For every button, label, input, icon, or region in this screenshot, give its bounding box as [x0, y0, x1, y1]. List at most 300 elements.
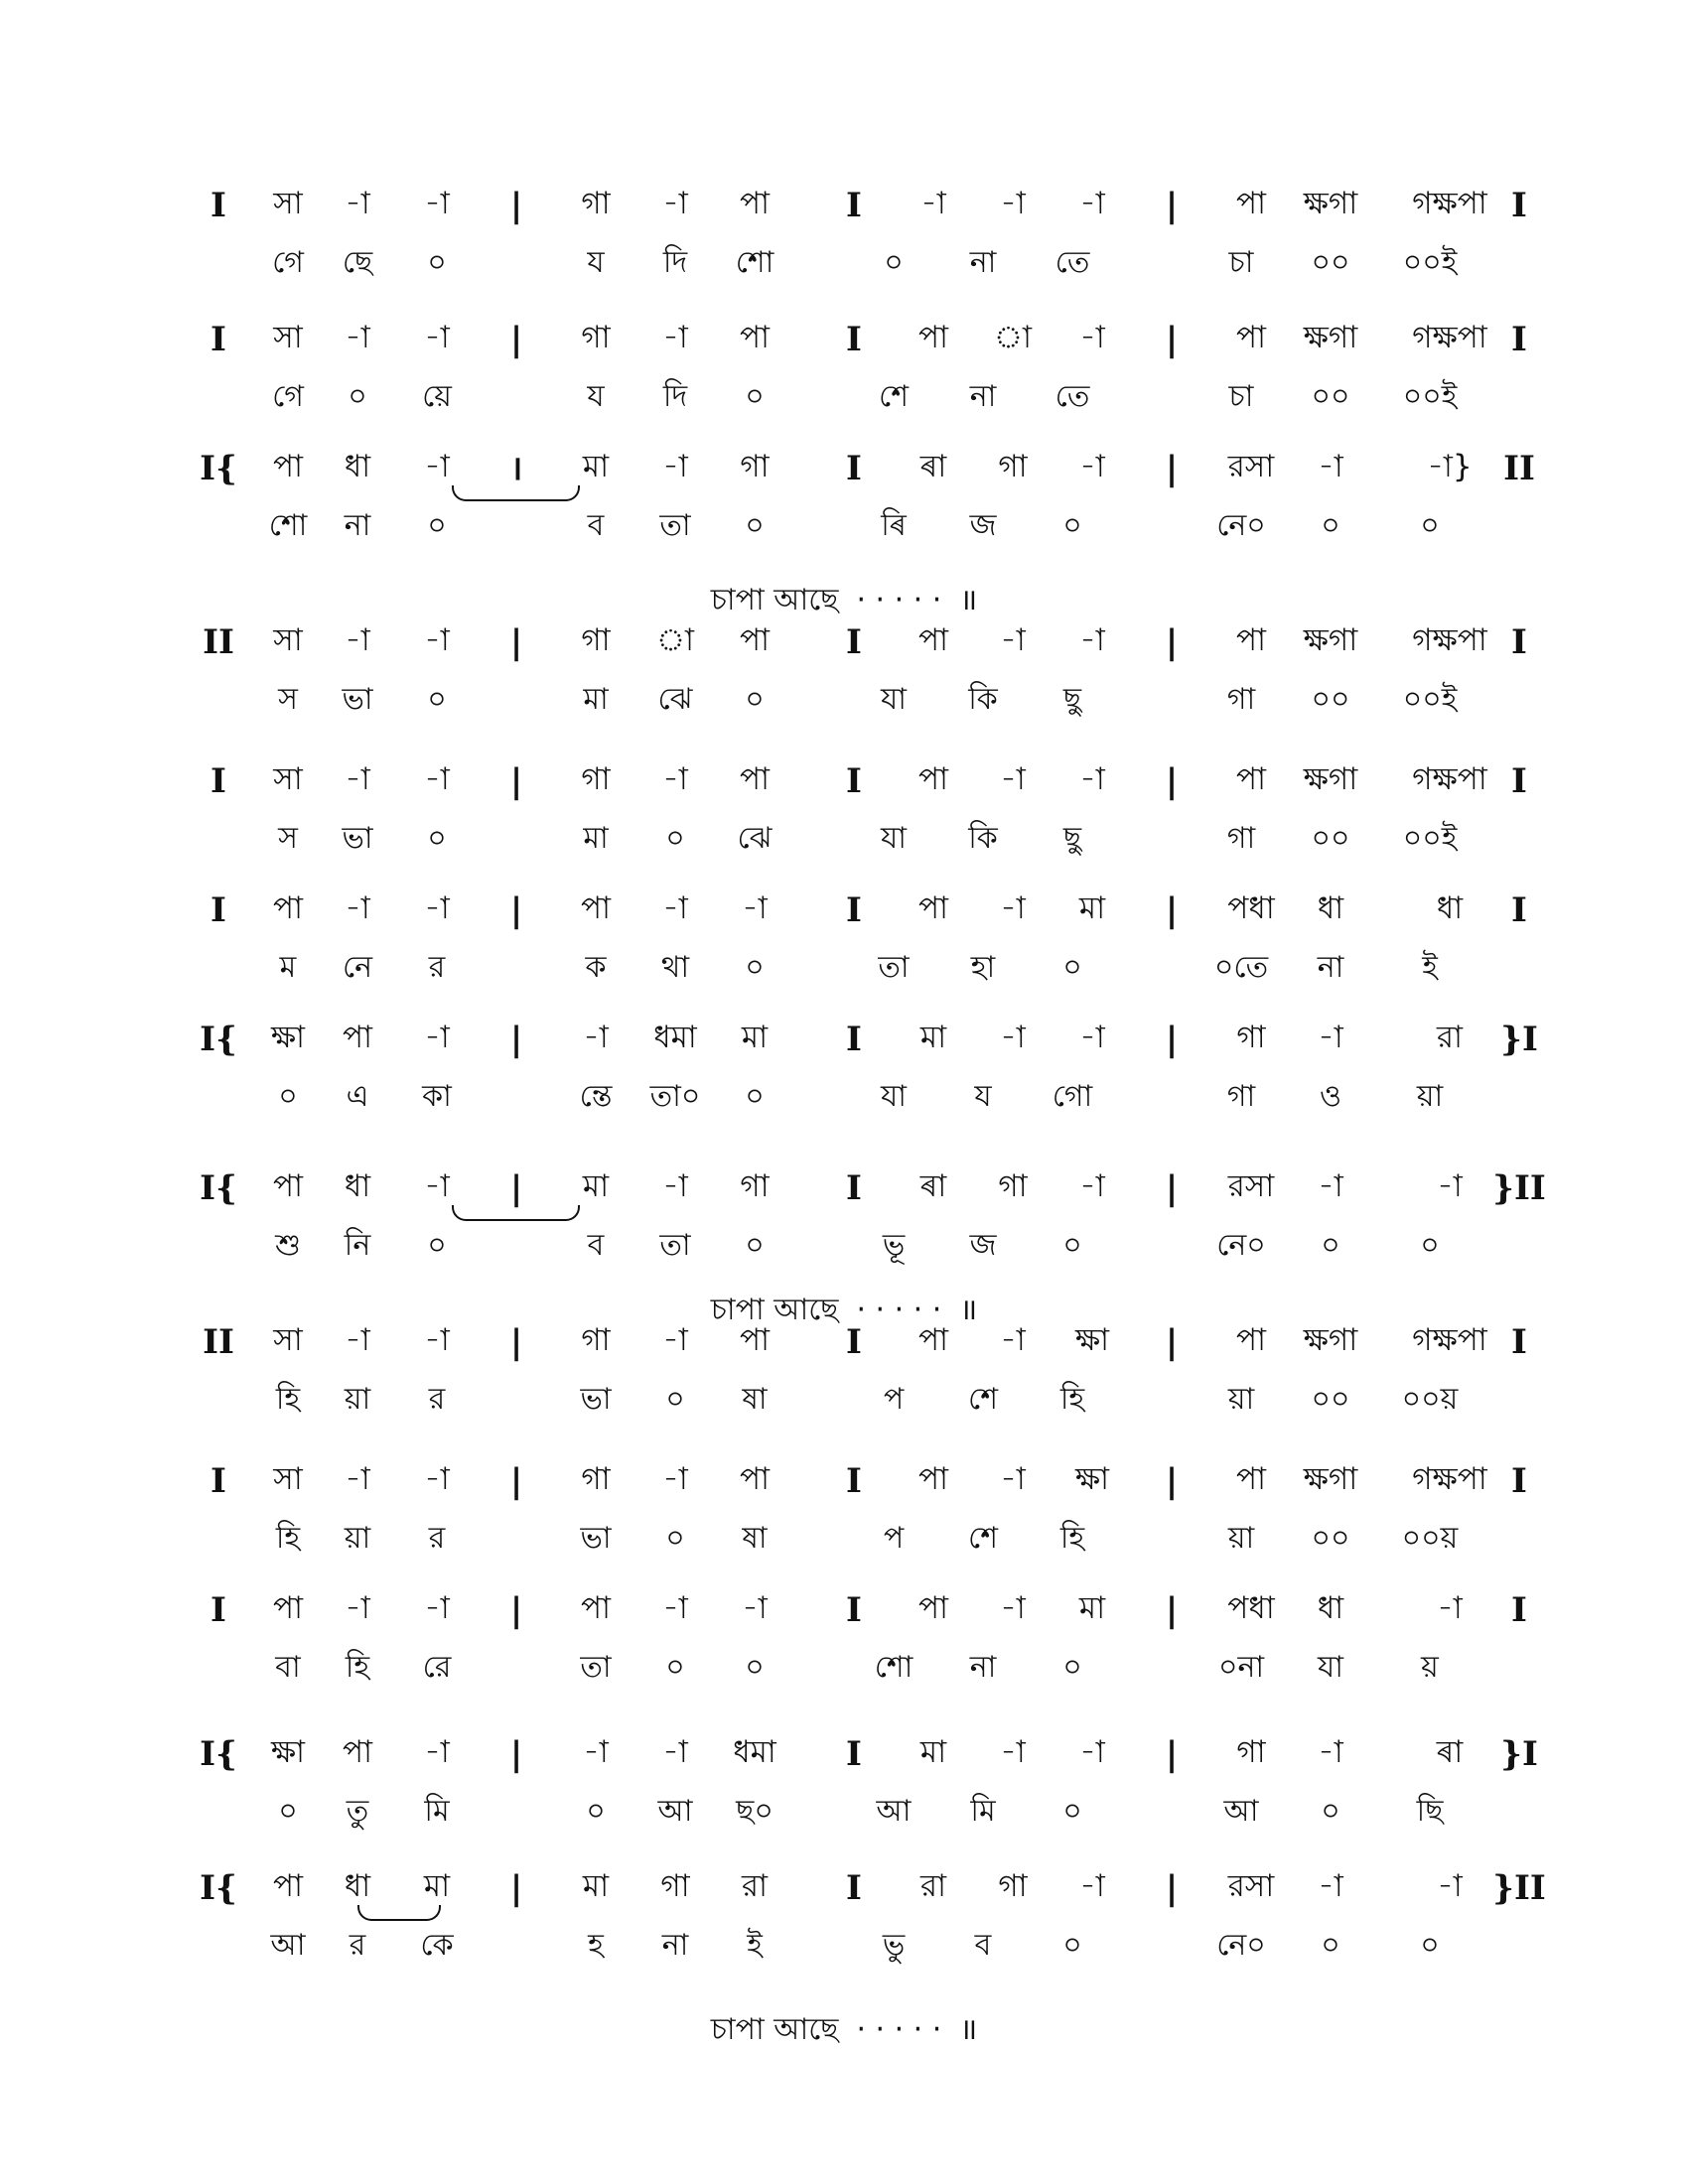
- note-token: মা: [741, 1020, 769, 1055]
- lyric-syllable: ০না: [1217, 1650, 1265, 1685]
- note-token: পা: [917, 320, 949, 355]
- note-token: গা: [998, 449, 1028, 484]
- note-token: -া: [742, 890, 768, 926]
- lyric-syllable: হি: [1059, 1521, 1085, 1556]
- note-token: ধা: [344, 1168, 371, 1204]
- lyric-syllable: ৰি: [881, 508, 907, 543]
- lyric-syllable: কি: [968, 682, 998, 717]
- lyric-syllable: কা: [422, 1079, 452, 1114]
- lyric-syllable: ০: [1321, 508, 1340, 543]
- lyric-syllable: হি: [275, 1382, 301, 1417]
- slur-mark: [357, 1905, 441, 1921]
- note-token: গা: [581, 320, 611, 355]
- lyric-syllable: ০: [1420, 1928, 1440, 1963]
- lyric-syllable: ০: [1062, 1928, 1082, 1963]
- bar-line: I: [846, 1322, 862, 1362]
- bar-line: I: [846, 761, 862, 801]
- lyric-syllable: হি: [345, 1650, 370, 1685]
- lyric-syllable: ভু: [882, 1928, 906, 1963]
- note-token: -া: [1079, 1868, 1105, 1904]
- lyric-syllable: যা: [881, 1079, 907, 1114]
- note-token: -া: [345, 622, 370, 658]
- note-token: -া: [1000, 1590, 1026, 1626]
- lyric-syllable: র: [428, 1382, 446, 1417]
- note-token: -া: [345, 1322, 370, 1358]
- bar-line: |: [1165, 1168, 1179, 1208]
- lyric-syllable: ব: [587, 1228, 605, 1263]
- refrain-text: চাপা আছে: [710, 1293, 839, 1327]
- lyric-syllable: ০: [427, 682, 447, 717]
- lyric-syllable: আ: [270, 1928, 306, 1963]
- bar-line: I: [211, 186, 226, 225]
- bar-line: }II: [1492, 1868, 1546, 1908]
- note-token: মা: [582, 1168, 610, 1204]
- lyric-syllable: য: [587, 245, 605, 280]
- lyric-syllable: ০: [427, 508, 447, 543]
- note-token: ক্ষগা: [1303, 622, 1358, 658]
- note-token: ৰা: [1436, 1734, 1464, 1770]
- lyric-syllable: যা: [1318, 1650, 1343, 1685]
- note-token: -া: [1318, 1168, 1343, 1204]
- note-token: পা: [580, 890, 612, 926]
- bar-line: |: [1165, 1020, 1179, 1059]
- note-token: -া: [424, 1590, 450, 1626]
- note-token: পা: [739, 1322, 771, 1358]
- lyric-syllable: ই: [1422, 950, 1438, 985]
- bar-line: II: [1503, 449, 1535, 488]
- lyric-syllable: ০: [586, 1794, 606, 1829]
- lyric-syllable: গে: [272, 245, 304, 280]
- note-token: গা: [660, 1868, 690, 1904]
- note-token: -া: [345, 186, 370, 221]
- note-token: গক্ষপা: [1412, 761, 1487, 797]
- lyric-syllable: ০: [427, 821, 447, 856]
- note-token: -া: [424, 1734, 450, 1770]
- lyric-syllable: মা: [583, 682, 609, 717]
- lyric-syllable: নে০: [1216, 508, 1266, 543]
- lyric-syllable: ০: [665, 1650, 685, 1685]
- note-token: ধা: [1317, 890, 1344, 926]
- note-token: -া: [662, 1322, 688, 1358]
- lyric-syllable: র: [428, 1521, 446, 1556]
- note-token: গা: [740, 449, 770, 484]
- note-token: -া: [1000, 186, 1026, 221]
- bar-line: I: [846, 320, 862, 359]
- lyric-syllable: না: [969, 245, 997, 280]
- note-token: -া: [1318, 449, 1343, 484]
- note-token: গক্ষপা: [1412, 1322, 1487, 1358]
- lyric-syllable: যা: [881, 821, 907, 856]
- lyric-syllable: শে: [968, 1382, 998, 1417]
- lyric-syllable: না: [1317, 950, 1344, 985]
- note-token: -া: [662, 186, 688, 221]
- lyric-syllable: ব: [974, 1928, 992, 1963]
- lyric-syllable: য়া: [344, 1382, 371, 1417]
- note-token: া: [655, 622, 695, 658]
- lyric-syllable: ০: [1321, 1794, 1340, 1829]
- lyric-syllable: মা: [583, 821, 609, 856]
- note-token: গা: [581, 186, 611, 221]
- note-token: -া: [662, 1168, 688, 1204]
- note-token: ধা: [344, 1868, 371, 1904]
- lyric-syllable: নি: [344, 1228, 371, 1263]
- lyric-syllable: তে: [1055, 245, 1090, 280]
- lyric-syllable: ঝে: [657, 682, 693, 717]
- note-token: পা: [1235, 1322, 1267, 1358]
- lyric-syllable: চা: [1228, 379, 1254, 414]
- lyric-syllable: য়া: [1416, 1079, 1444, 1114]
- note-token: -া: [662, 761, 688, 797]
- refrain-line: [711, 2005, 978, 2056]
- note-token: -া: [424, 761, 450, 797]
- lyric-syllable: ০০য়: [1401, 1382, 1459, 1417]
- note-token: -া: [1079, 320, 1105, 355]
- lyric-syllable: নে: [342, 950, 373, 985]
- note-token: পধা: [1227, 1590, 1275, 1626]
- note-token: পা: [917, 1590, 949, 1626]
- note-token: রা: [1436, 1020, 1464, 1055]
- lyric-syllable: দি: [662, 245, 688, 280]
- note-token: মা: [582, 1868, 610, 1904]
- lyric-syllable: ০তে: [1213, 950, 1269, 985]
- lyric-syllable: য়া: [1227, 1382, 1255, 1417]
- lyric-syllable: ০০ই: [1402, 379, 1458, 414]
- note-token: -া: [583, 1734, 609, 1770]
- bar-line: |: [509, 1322, 523, 1362]
- bar-line: |: [1165, 1734, 1179, 1774]
- lyric-syllable: ০: [348, 379, 367, 414]
- note-token: ক্ষগা: [1303, 320, 1358, 355]
- note-token: ক্ষা: [1074, 1322, 1110, 1358]
- lyric-syllable: ০০: [1311, 245, 1350, 280]
- bar-line: |: [509, 1590, 523, 1630]
- bar-line: }I: [1500, 1734, 1538, 1774]
- lyric-syllable: নে০: [1216, 1228, 1266, 1263]
- lyric-syllable: ০: [745, 379, 765, 414]
- lyric-syllable: ভা: [580, 1521, 612, 1556]
- lyric-syllable: ছে: [342, 245, 373, 280]
- note-token: পা: [739, 186, 771, 221]
- note-token: সা: [273, 186, 303, 221]
- note-token: গা: [581, 1322, 611, 1358]
- lyric-syllable: না: [969, 379, 997, 414]
- note-token: -া: [662, 890, 688, 926]
- lyric-syllable: ০: [427, 1228, 447, 1263]
- note-token: পা: [917, 622, 949, 658]
- lyric-syllable: স: [278, 821, 298, 856]
- lyric-syllable: ষা: [742, 1521, 768, 1556]
- note-token: গক্ষপা: [1412, 320, 1487, 355]
- lyric-syllable: গে: [272, 379, 304, 414]
- note-token: -া: [345, 320, 370, 355]
- lyric-syllable: জ: [969, 508, 997, 543]
- bar-line: |: [1165, 890, 1179, 930]
- note-token: পা: [739, 622, 771, 658]
- bar-line: |: [509, 1461, 523, 1501]
- lyric-syllable: আ: [1223, 1794, 1259, 1829]
- lyric-syllable: য়: [1421, 1650, 1439, 1685]
- note-token: -া: [424, 622, 450, 658]
- lyric-syllable: ০: [1062, 1228, 1082, 1263]
- lyric-syllable: ০০ই: [1402, 245, 1458, 280]
- note-token: -া: [1079, 449, 1105, 484]
- note-token: -া: [1000, 890, 1026, 926]
- lyric-syllable: ০: [278, 1079, 298, 1114]
- lyric-syllable: প: [883, 1382, 905, 1417]
- bar-line: II: [203, 1322, 234, 1362]
- lyric-syllable: স: [278, 682, 298, 717]
- bar-line: I: [211, 761, 226, 801]
- note-token: ধা: [1317, 1590, 1344, 1626]
- lyric-syllable: তু: [346, 1794, 369, 1829]
- lyric-syllable: ০: [1062, 508, 1082, 543]
- lyric-syllable: য়া: [344, 1521, 371, 1556]
- refrain-text: চাপা আছে: [710, 583, 839, 617]
- lyric-syllable: হা: [970, 950, 996, 985]
- note-token: পা: [739, 320, 771, 355]
- note-token: -া: [1000, 1734, 1026, 1770]
- note-token: -া: [1079, 1734, 1105, 1770]
- lyric-syllable: ম: [279, 950, 297, 985]
- bar-line: I{: [200, 1020, 237, 1059]
- note-token: মা: [919, 1020, 947, 1055]
- lyric-syllable: ০: [1062, 1650, 1082, 1685]
- lyric-syllable: গো: [1052, 1079, 1093, 1114]
- note-token: পা: [739, 761, 771, 797]
- lyric-syllable: গা: [1226, 821, 1256, 856]
- note-token: পা: [342, 1734, 373, 1770]
- note-token: -া: [345, 1461, 370, 1497]
- note-token: গক্ষপা: [1412, 622, 1487, 658]
- lyric-syllable: ০: [427, 245, 447, 280]
- lyric-syllable: থা: [660, 950, 690, 985]
- note-token: -া: [424, 890, 450, 926]
- bar-line: I: [1511, 186, 1527, 225]
- note-token: গা: [1236, 1020, 1266, 1055]
- refrain-text: চাপা আছে: [710, 2012, 839, 2047]
- note-token: -া: [1318, 1734, 1343, 1770]
- note-token: ক্ষা: [270, 1734, 306, 1770]
- note-token: -া: [1318, 1020, 1343, 1055]
- lyric-syllable: ০: [745, 1228, 765, 1263]
- note-token: -া: [1000, 1020, 1026, 1055]
- bar-line: |: [509, 761, 523, 801]
- note-token: -া: [1000, 1461, 1026, 1497]
- lyric-syllable: শে: [968, 1521, 998, 1556]
- lyric-syllable: ষা: [742, 1382, 768, 1417]
- note-token: -া: [662, 449, 688, 484]
- lyric-syllable: ব: [587, 508, 605, 543]
- lyric-syllable: ০: [1321, 1228, 1340, 1263]
- note-token: -া: [742, 1590, 768, 1626]
- lyric-syllable: শো: [874, 1650, 914, 1685]
- note-token: -া: [424, 186, 450, 221]
- note-token: রসা: [1227, 1168, 1275, 1204]
- bar-line: I: [846, 1590, 862, 1630]
- note-token: গা: [740, 1168, 770, 1204]
- note-token: পা: [739, 1461, 771, 1497]
- note-token: -া: [1318, 1868, 1343, 1904]
- note-token: -া: [345, 761, 370, 797]
- lyric-syllable: এ: [346, 1079, 369, 1114]
- lyric-syllable: শো: [735, 245, 774, 280]
- bar-line: |: [1165, 1590, 1179, 1630]
- note-token: -া: [662, 320, 688, 355]
- note-token: -া: [1079, 186, 1105, 221]
- note-token: ৰা: [919, 1168, 947, 1204]
- note-token: পা: [917, 761, 949, 797]
- lyric-syllable: না: [969, 1650, 997, 1685]
- lyric-syllable: ০: [1062, 950, 1082, 985]
- bar-line: I: [211, 1461, 226, 1501]
- note-token: সা: [273, 622, 303, 658]
- lyric-syllable: রে: [422, 1650, 452, 1685]
- lyric-syllable: ভূ: [882, 1228, 906, 1263]
- bar-line: I: [846, 186, 862, 225]
- note-token: -া: [424, 1168, 450, 1204]
- bar-line: I{: [200, 1868, 237, 1908]
- lyric-syllable: হি: [1059, 1382, 1085, 1417]
- note-token: সা: [273, 320, 303, 355]
- lyric-syllable: ভা: [342, 821, 373, 856]
- bar-line: I{: [200, 449, 237, 488]
- bar-line: |: [1165, 761, 1179, 801]
- lyric-syllable: ও: [1319, 1079, 1342, 1114]
- note-token: পা: [1235, 1461, 1267, 1497]
- note-token: -া: [1079, 761, 1105, 797]
- bar-line: I: [1511, 1590, 1527, 1630]
- note-token: গক্ষপা: [1412, 186, 1487, 221]
- bar-line: I: [846, 1461, 862, 1501]
- bar-line: |: [509, 1868, 523, 1908]
- note-token: পা: [272, 449, 304, 484]
- note-token: রা: [741, 1868, 769, 1904]
- lyric-syllable: ০: [278, 1794, 298, 1829]
- lyric-syllable: দি: [662, 379, 688, 414]
- lyric-syllable: ক: [585, 950, 607, 985]
- bar-line: |: [1165, 186, 1179, 225]
- note-token: গক্ষপা: [1412, 1461, 1487, 1497]
- note-token: পা: [1235, 622, 1267, 658]
- note-token: -া: [662, 1461, 688, 1497]
- lyric-syllable: য: [974, 1079, 992, 1114]
- note-token: পা: [272, 1168, 304, 1204]
- bar-line: I{: [200, 1168, 237, 1208]
- lyric-syllable: ছু: [1062, 821, 1082, 856]
- note-token: গা: [998, 1168, 1028, 1204]
- note-token: গা: [1236, 1734, 1266, 1770]
- note-token: রসা: [1227, 1868, 1275, 1904]
- lyric-syllable: হি: [275, 1521, 301, 1556]
- lyric-syllable: ০: [1062, 1794, 1082, 1829]
- note-token: ধমা: [733, 1734, 776, 1770]
- note-token: পা: [272, 890, 304, 926]
- note-token: -া: [424, 1322, 450, 1358]
- bar-line: |: [509, 1168, 523, 1208]
- bar-line: II: [203, 622, 234, 662]
- note-token: -া: [1437, 1868, 1463, 1904]
- lyric-syllable: নে০: [1216, 1928, 1266, 1963]
- bar-line: |: [1165, 1868, 1179, 1908]
- refrain-line: [711, 576, 978, 626]
- lyric-syllable: গা: [1226, 1079, 1256, 1114]
- note-token: -া: [1000, 761, 1026, 797]
- lyric-syllable: ০০: [1311, 1382, 1350, 1417]
- lyric-syllable: ভা: [580, 1382, 612, 1417]
- lyric-syllable: মি: [424, 1794, 450, 1829]
- note-token: ধা: [344, 449, 371, 484]
- lyric-syllable: তা: [659, 1228, 691, 1263]
- bar-line: I: [846, 1734, 862, 1774]
- note-token: ক্ষা: [270, 1020, 306, 1055]
- lyric-syllable: মি: [970, 1794, 996, 1829]
- note-token: -া: [424, 1461, 450, 1497]
- lyric-syllable: ০: [745, 682, 765, 717]
- slur-mark: [452, 1205, 580, 1221]
- lyric-syllable: ছি: [1416, 1794, 1444, 1829]
- lyric-syllable: ০০: [1311, 1521, 1350, 1556]
- note-token: ধমা: [653, 1020, 697, 1055]
- lyric-syllable: গা: [1226, 682, 1256, 717]
- bar-line: I: [1511, 761, 1527, 801]
- note-token: ৰা: [919, 449, 947, 484]
- lyric-syllable: কি: [968, 821, 998, 856]
- slur-mark: [452, 485, 580, 501]
- note-token: -া: [920, 186, 946, 221]
- bar-line: I: [846, 1020, 862, 1059]
- lyric-syllable: ই: [747, 1928, 763, 1963]
- lyric-syllable: তা০: [649, 1079, 701, 1114]
- bar-line: }I: [1500, 1020, 1538, 1059]
- lyric-syllable: ০০য়: [1401, 1521, 1459, 1556]
- note-token: পা: [1235, 320, 1267, 355]
- bar-line: I: [846, 890, 862, 930]
- bar-line: |: [509, 1020, 523, 1059]
- note-token: রসা: [1227, 449, 1275, 484]
- bar-line: I: [211, 890, 226, 930]
- lyric-syllable: ০: [745, 1079, 765, 1114]
- lyric-syllable: ০: [665, 1382, 685, 1417]
- lyric-syllable: তা: [580, 1650, 612, 1685]
- note-token: -া: [1437, 1168, 1463, 1204]
- note-token: মা: [423, 1868, 451, 1904]
- note-token: রা: [919, 1868, 947, 1904]
- lyric-syllable: বা: [275, 1650, 301, 1685]
- note-token: -া: [1079, 1020, 1105, 1055]
- note-token: -া: [662, 1590, 688, 1626]
- note-token: পা: [917, 1322, 949, 1358]
- note-token: সা: [273, 1461, 303, 1497]
- lyric-syllable: ০: [745, 1650, 765, 1685]
- note-token: পা: [1235, 186, 1267, 221]
- note-token: সা: [273, 1322, 303, 1358]
- note-token: গা: [581, 622, 611, 658]
- note-token: ক্ষা: [1074, 1461, 1110, 1497]
- lyric-syllable: ০০: [1311, 682, 1350, 717]
- lyric-syllable: ছু: [1062, 682, 1082, 717]
- lyric-syllable: য়ে: [422, 379, 452, 414]
- note-token: -া: [583, 1020, 609, 1055]
- bar-line: I: [846, 1868, 862, 1908]
- note-token: -া: [345, 890, 370, 926]
- lyric-syllable: ০০: [1311, 379, 1350, 414]
- bar-line: I: [211, 320, 226, 359]
- refrain-end: ॥: [959, 2012, 978, 2047]
- bar-line: I: [1511, 320, 1527, 359]
- note-token: -া: [424, 449, 450, 484]
- bar-line: I: [1511, 1461, 1527, 1501]
- lyric-syllable: ০: [1321, 1928, 1340, 1963]
